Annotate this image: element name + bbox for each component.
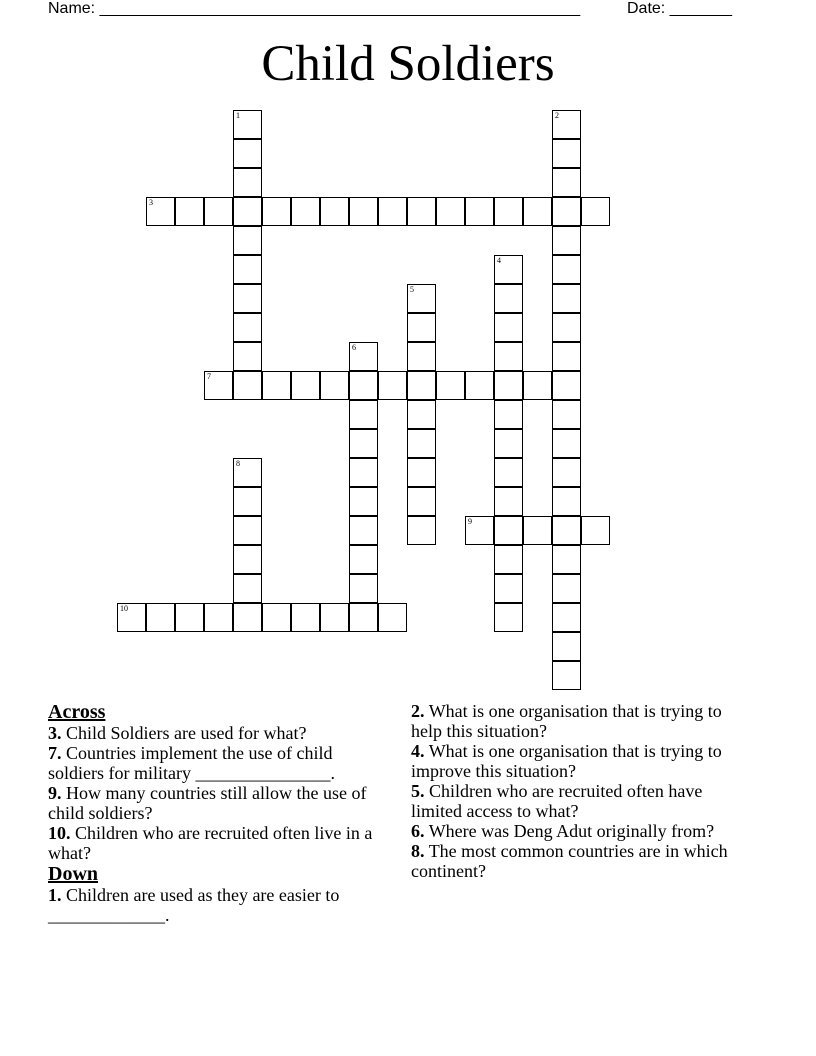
clue-number: 7. [48, 743, 62, 763]
grid-cell[interactable] [552, 632, 581, 661]
grid-cell[interactable] [581, 197, 610, 226]
grid-cell[interactable] [262, 197, 291, 226]
down-heading: Down [48, 863, 99, 885]
grid-cell[interactable] [465, 371, 494, 400]
grid-cell[interactable] [436, 197, 465, 226]
clue-text: Children who are recruited often live in a what? [48, 823, 373, 863]
grid-cell[interactable] [291, 603, 320, 632]
grid-cell[interactable] [233, 168, 262, 197]
page-title: Child Soldiers [261, 36, 555, 92]
clue-down-6 [411, 821, 751, 841]
clue-down-4 [411, 741, 751, 781]
grid-cell[interactable] [407, 197, 436, 226]
grid-cell[interactable] [262, 371, 291, 400]
grid-cell[interactable] [117, 603, 146, 632]
clue-number: 8. [411, 841, 425, 861]
grid-cell[interactable] [407, 313, 436, 342]
clue-text: Where was Deng Adut originally from? [428, 821, 715, 841]
grid-cell[interactable] [552, 197, 581, 226]
grid-cell[interactable] [233, 226, 262, 255]
clue-number: 3. [48, 723, 62, 743]
grid-cell[interactable] [233, 458, 262, 487]
grid-cell[interactable] [552, 371, 581, 400]
clue-down-1 [48, 885, 383, 925]
grid-cell[interactable] [204, 603, 233, 632]
grid-cell[interactable] [552, 168, 581, 197]
cell-number: 4 [497, 256, 501, 265]
grid-cell[interactable] [523, 371, 552, 400]
grid-cell[interactable] [233, 284, 262, 313]
grid-cell[interactable] [494, 255, 523, 284]
clue-number: 9. [48, 783, 62, 803]
grid-cell[interactable] [407, 487, 436, 516]
grid-cell[interactable] [320, 197, 349, 226]
grid-cell[interactable] [494, 516, 523, 545]
grid-cell[interactable] [494, 487, 523, 516]
grid-cell[interactable] [407, 516, 436, 545]
clues-left-column [48, 701, 383, 925]
grid-cell[interactable] [291, 197, 320, 226]
grid-cell[interactable] [233, 110, 262, 139]
clue-down-5 [411, 781, 751, 821]
cell-number: 3 [149, 198, 153, 207]
grid-cell[interactable] [233, 139, 262, 168]
clue-across-7 [48, 743, 383, 783]
clues-right-column [411, 701, 751, 881]
cell-number: 7 [207, 372, 211, 381]
grid-cell[interactable] [204, 197, 233, 226]
clue-text: Children are used as they are easier to _____________. [48, 885, 340, 925]
grid-cell[interactable] [146, 603, 175, 632]
across-heading: Across [48, 701, 106, 723]
grid-cell[interactable] [349, 400, 378, 429]
clue-text: Countries implement the use of child soldiers for military _______________. [48, 743, 335, 783]
grid-cell[interactable] [349, 371, 378, 400]
grid-cell[interactable] [233, 255, 262, 284]
clue-text: What is one organisation that is trying to help this situation? [411, 701, 722, 741]
grid-cell[interactable] [349, 197, 378, 226]
grid-cell[interactable] [494, 545, 523, 574]
grid-cell[interactable] [494, 429, 523, 458]
grid-cell[interactable] [233, 197, 262, 226]
grid-cell[interactable] [465, 197, 494, 226]
clue-down-8 [411, 841, 751, 881]
grid-cell[interactable] [552, 255, 581, 284]
grid-cell[interactable] [204, 371, 233, 400]
grid-cell[interactable] [233, 603, 262, 632]
grid-cell[interactable] [407, 400, 436, 429]
clue-number: 2. [411, 701, 425, 721]
grid-cell[interactable] [407, 371, 436, 400]
clue-text: Children who are recruited often have limited access to what? [411, 781, 703, 821]
grid-cell[interactable] [552, 400, 581, 429]
clue-number: 1. [48, 885, 62, 905]
grid-cell[interactable] [233, 516, 262, 545]
grid-cell[interactable] [494, 313, 523, 342]
across-clue-list [48, 723, 383, 863]
grid-cell[interactable] [552, 603, 581, 632]
clue-text: What is one organisation that is trying to improve this situation? [411, 741, 722, 781]
grid-cell[interactable] [552, 487, 581, 516]
grid-cell[interactable] [436, 371, 465, 400]
clue-number: 6. [411, 821, 425, 841]
grid-cell[interactable] [552, 545, 581, 574]
clue-down-2 [411, 701, 751, 741]
grid-cell[interactable] [407, 342, 436, 371]
grid-cell[interactable] [494, 284, 523, 313]
clue-across-10 [48, 823, 383, 863]
grid-cell[interactable] [494, 574, 523, 603]
grid-cell[interactable] [378, 197, 407, 226]
grid-cell[interactable] [552, 139, 581, 168]
cell-number: 8 [236, 459, 240, 468]
grid-cell[interactable] [291, 371, 320, 400]
grid-cell[interactable] [552, 429, 581, 458]
grid-cell[interactable] [378, 371, 407, 400]
clue-across-3 [48, 723, 383, 743]
grid-cell[interactable] [523, 516, 552, 545]
grid-cell[interactable] [233, 545, 262, 574]
grid-cell[interactable] [146, 197, 175, 226]
grid-cell[interactable] [175, 603, 204, 632]
clue-text: The most common countries are in which continent? [411, 841, 728, 881]
grid-cell[interactable] [552, 574, 581, 603]
grid-cell[interactable] [378, 603, 407, 632]
clue-text: Child Soldiers are used for what? [66, 723, 307, 743]
grid-cell[interactable] [552, 226, 581, 255]
date-field-label[interactable]: Date: _______ [627, 0, 732, 17]
clue-across-9 [48, 783, 383, 823]
grid-cell[interactable] [349, 516, 378, 545]
grid-cell[interactable] [552, 110, 581, 139]
grid-cell[interactable] [233, 342, 262, 371]
down-clue-list-left [48, 885, 383, 925]
clue-number: 10. [48, 823, 71, 843]
clue-number: 4. [411, 741, 425, 761]
clue-number: 5. [411, 781, 425, 801]
clue-text: How many countries still allow the use of child soldiers? [48, 783, 367, 823]
grid-cell[interactable] [407, 458, 436, 487]
grid-cell[interactable] [552, 661, 581, 690]
grid-cell[interactable] [320, 603, 349, 632]
grid-cell[interactable] [552, 516, 581, 545]
grid-cell[interactable] [349, 487, 378, 516]
cell-number: 1 [236, 111, 240, 120]
grid-cell[interactable] [494, 458, 523, 487]
grid-cell[interactable] [407, 429, 436, 458]
grid-cell[interactable] [175, 197, 204, 226]
grid-cell[interactable] [349, 545, 378, 574]
grid-cell[interactable] [233, 574, 262, 603]
name-field-label[interactable]: Name: ______________________________________________________ [48, 0, 581, 17]
grid-cell[interactable] [494, 371, 523, 400]
grid-cell[interactable] [349, 342, 378, 371]
grid-cell[interactable] [233, 313, 262, 342]
cell-number: 10 [120, 604, 128, 613]
grid-cell[interactable] [349, 603, 378, 632]
grid-cell[interactable] [349, 458, 378, 487]
grid-cell[interactable] [552, 458, 581, 487]
grid-cell[interactable] [523, 197, 552, 226]
grid-cell[interactable] [494, 342, 523, 371]
grid-cell[interactable] [494, 603, 523, 632]
cell-number: 5 [410, 285, 414, 294]
cell-number: 9 [468, 517, 472, 526]
grid-cell[interactable] [262, 603, 291, 632]
grid-cell[interactable] [233, 371, 262, 400]
grid-cell[interactable] [552, 313, 581, 342]
grid-cell[interactable] [552, 342, 581, 371]
grid-cell[interactable] [349, 429, 378, 458]
grid-cell[interactable] [465, 516, 494, 545]
grid-cell[interactable] [581, 516, 610, 545]
cell-number: 6 [352, 343, 356, 352]
grid-cell[interactable] [233, 487, 262, 516]
grid-cell[interactable] [320, 371, 349, 400]
cell-number: 2 [555, 111, 559, 120]
grid-cell[interactable] [407, 284, 436, 313]
grid-cell[interactable] [552, 284, 581, 313]
grid-cell[interactable] [349, 574, 378, 603]
grid-cell[interactable] [494, 197, 523, 226]
grid-cell[interactable] [494, 400, 523, 429]
